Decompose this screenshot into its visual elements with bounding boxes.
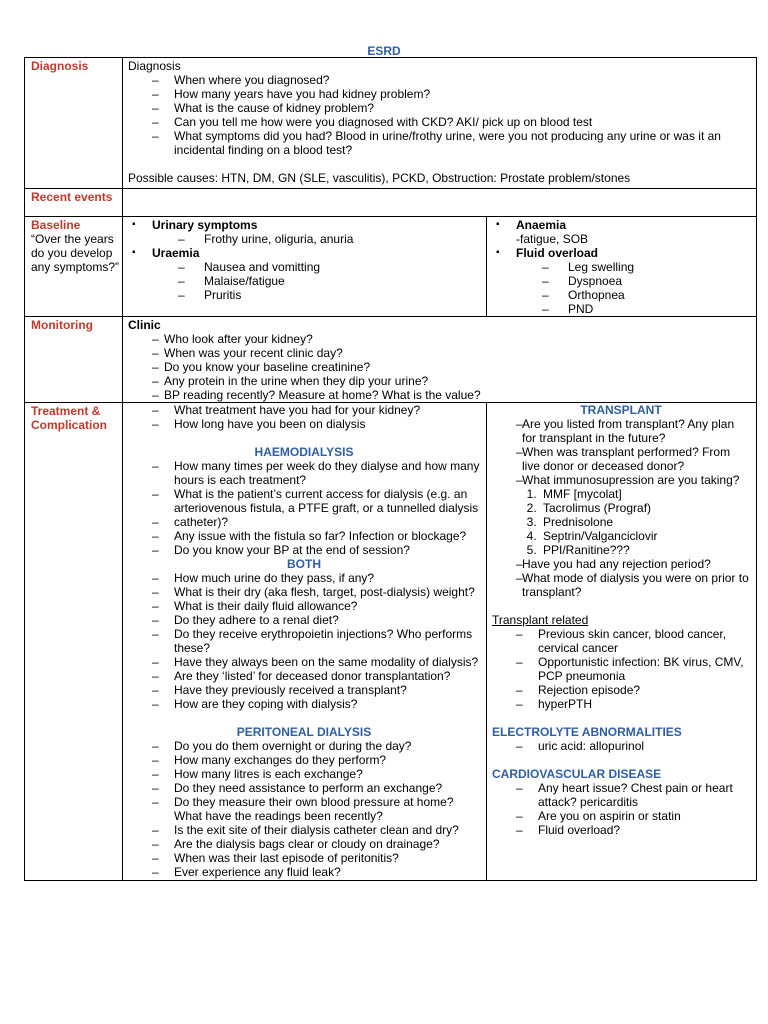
- list-item: – What is their daily fluid allowance?: [128, 599, 480, 613]
- list-item: – How long have you been on dialysis: [128, 417, 480, 431]
- list-item: – Are you listed from transplant? Any plan for transplant in the future?: [492, 417, 750, 445]
- list-item: – How many litres is each exchange?: [128, 767, 480, 781]
- recent-events-label: Recent events: [25, 189, 123, 217]
- list-item: ▪ Urinary symptoms – Frothy urine, oliguria, anuria: [128, 218, 480, 246]
- list-item: – Ever experience any fluid leak?: [128, 865, 480, 879]
- list-item: – Any protein in the urine when they dip your urine?: [128, 374, 750, 388]
- transplant-list-2: [492, 557, 750, 599]
- list-item: – When where you diagnosed?: [128, 73, 750, 87]
- haemodialysis-list: [128, 459, 480, 557]
- baseline-label: Baseline: [31, 218, 81, 232]
- list-item: 5. PPI/Ranitine???: [540, 543, 750, 557]
- list-item: – Previous skin cancer, blood cancer, cervical cancer: [492, 627, 750, 655]
- list-item: – Leg swelling: [516, 260, 750, 274]
- transplant-related-list: [492, 627, 750, 711]
- both-list: [128, 571, 480, 711]
- transplant-heading: TRANSPLANT: [580, 403, 662, 417]
- list-item: ▪ Anaemia -fatigue, SOB: [492, 218, 750, 246]
- list-item: – Do they measure their own blood pressure at home? What have the readings been recently?: [128, 795, 480, 823]
- list-item: – Any issue with the fistula so far? Infection or blockage?: [128, 529, 480, 543]
- electrolyte-heading: ELECTROLYTE ABNORMALITIES: [492, 725, 682, 739]
- list-item: – What is their dry (aka flesh, target, post-dialysis) weight?: [128, 585, 480, 599]
- list-item: – Do you know your baseline creatinine?: [128, 360, 750, 374]
- diagnosis-label: Diagnosis: [25, 58, 123, 189]
- list-item: – How many years have you had kidney problem?: [128, 87, 750, 101]
- list-item: – Frothy urine, oliguria, anuria: [152, 232, 480, 246]
- list-item: – Have they previously received a transplant?: [128, 683, 480, 697]
- list-item: – Can you tell me how were you diagnosed with CKD? AKI/ pick up on blood test: [128, 115, 750, 129]
- monitoring-label: Monitoring: [25, 317, 123, 403]
- list-item: – Is the exit site of their dialysis catheter clean and dry?: [128, 823, 480, 837]
- list-item: ▪ Fluid overload – Leg swelling – Dyspnoea – Orthopnea – PND: [492, 246, 750, 316]
- list-item: – Do they adhere to a renal diet?: [128, 613, 480, 627]
- cardiovascular-list: [492, 781, 750, 837]
- baseline-right-list: [492, 218, 750, 316]
- list-item: – When was transplant performed? From live donor or deceased donor?: [492, 445, 750, 473]
- list-item: – uric acid: allopurinol: [492, 739, 750, 753]
- list-item: 3. Prednisolone: [540, 515, 750, 529]
- list-item: – How many exchanges do they perform?: [128, 753, 480, 767]
- list-item: – Do you know your BP at the end of session?: [128, 543, 480, 557]
- list-item: – hyperPTH: [492, 697, 750, 711]
- list-item: – Rejection episode?: [492, 683, 750, 697]
- both-heading: BOTH: [287, 557, 321, 571]
- list-item: – How many times per week do they dialyse and how many hours is each treatment?: [128, 459, 480, 487]
- list-item: – Opportunistic infection: BK virus, CMV, PCP pneumonia: [492, 655, 750, 683]
- immunosuppression-list: [492, 487, 750, 557]
- transplant-related-heading: Transplant related: [492, 613, 589, 627]
- diagnosis-heading: Diagnosis: [128, 59, 181, 73]
- list-item: – What is the patient’s current access for dialysis (e.g. an arteriovenous fistula, a PTFE graft, or a tunnelled dialysis: [128, 487, 480, 515]
- peritoneal-dialysis-list: [128, 739, 480, 879]
- list-item: – Any heart issue? Chest pain or heart attack? pericarditis: [492, 781, 750, 809]
- recent-events-row: [25, 189, 757, 217]
- transplant-list: [492, 417, 750, 487]
- anaemia-note: -fatigue, SOB: [516, 232, 589, 246]
- treatment-label: Treatment & Complication: [25, 403, 123, 881]
- page-title: ESRD: [367, 44, 401, 58]
- cardiovascular-heading: CARDIOVASCULAR DISEASE: [492, 767, 662, 781]
- list-item: 4. Septrin/Valganciclovir: [540, 529, 750, 543]
- list-item: – Orthopnea: [516, 288, 750, 302]
- diagnosis-row: [25, 58, 757, 189]
- list-item: 2. Tacrolimus (Prograf): [540, 501, 750, 515]
- list-item: – What treatment have you had for your kidney?: [128, 403, 480, 417]
- list-item: – Do they receive erythropoietin injections? Who performs these?: [128, 627, 480, 655]
- monitoring-row: [25, 317, 757, 403]
- list-item: – How are they coping with dialysis?: [128, 697, 480, 711]
- peritoneal-dialysis-heading: PERITONEAL DIALYSIS: [236, 725, 372, 739]
- treatment-intro-list: [128, 403, 480, 431]
- list-item: – Pruritis: [152, 288, 480, 302]
- list-item: – Nausea and vomitting: [152, 260, 480, 274]
- list-item: – Are you on aspirin or statin: [492, 809, 750, 823]
- list-item: – PND: [516, 302, 750, 316]
- list-item: – How much urine do they pass, if any?: [128, 571, 480, 585]
- list-item: – Malaise/fatigue: [152, 274, 480, 288]
- list-item: – Dyspnoea: [516, 274, 750, 288]
- list-item: – BP reading recently? Measure at home? What is the value?: [128, 388, 750, 402]
- baseline-row: [25, 217, 757, 317]
- esrd-table: [24, 57, 757, 881]
- list-item: – What mode of dialysis you were on prior to transplant?: [492, 571, 750, 599]
- diagnosis-list: [128, 73, 750, 157]
- list-item: 1. MMF [mycolat]: [540, 487, 750, 501]
- list-item: ▪ Uraemia – Nausea and vomitting – Malaise/fatigue – Pruritis: [128, 246, 480, 302]
- list-item: – What symptoms did you had? Blood in urine/frothy urine, were you not producing any urine or was it an incidental finding on a blood test?: [128, 129, 750, 157]
- list-item: – What is the cause of kidney problem?: [128, 101, 750, 115]
- list-item: – Are the dialysis bags clear or cloudy on drainage?: [128, 837, 480, 851]
- monitoring-list: [128, 332, 750, 402]
- list-item: – Do they need assistance to perform an exchange?: [128, 781, 480, 795]
- list-item: – Have they always been on the same modality of dialysis?: [128, 655, 480, 669]
- monitoring-heading: Clinic: [128, 318, 161, 332]
- haemodialysis-heading: HAEMODIALYSIS: [254, 445, 354, 459]
- list-item: – Fluid overload?: [492, 823, 750, 837]
- list-item: – When was your recent clinic day?: [128, 346, 750, 360]
- list-item: – What immunosupression are you taking?: [492, 473, 750, 487]
- list-item: – When was their last episode of peritonitis?: [128, 851, 480, 865]
- electrolyte-list: [492, 739, 750, 753]
- list-item: – Do you do them overnight or during the day?: [128, 739, 480, 753]
- treatment-row: [25, 403, 757, 881]
- baseline-left-list: [128, 218, 480, 302]
- list-item: – Are they ‘listed’ for deceased donor transplantation?: [128, 669, 480, 683]
- baseline-question: “Over the years do you develop any symptoms?”: [31, 232, 120, 274]
- possible-causes: Possible causes: HTN, DM, GN (SLE, vasculitis), PCKD, Obstruction: Prostate problem/stones: [128, 171, 631, 185]
- list-item: – catheter)?: [128, 515, 480, 529]
- list-item: – Who look after your kidney?: [128, 332, 750, 346]
- list-item: – Have you had any rejection period?: [492, 557, 750, 571]
